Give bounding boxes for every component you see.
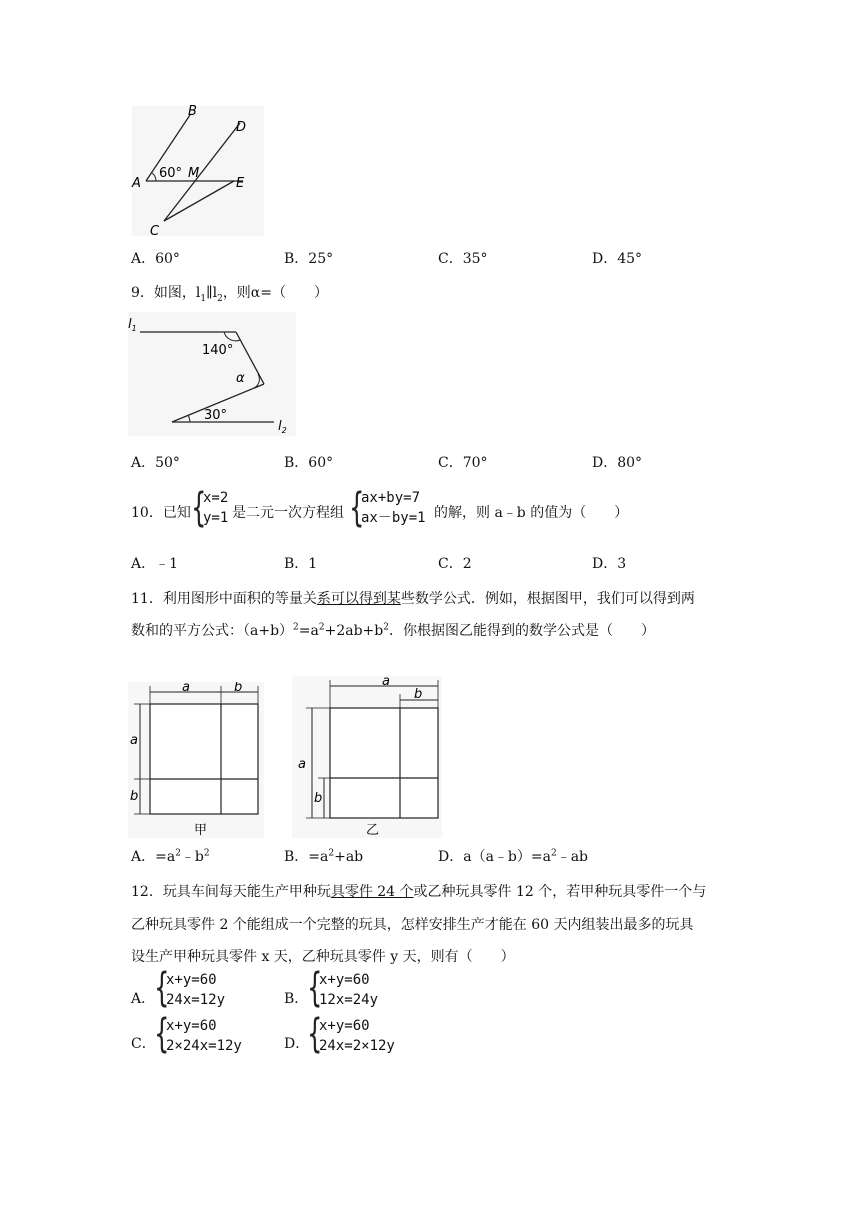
angle-30-label: 30° bbox=[204, 408, 228, 423]
point-a-label: A bbox=[132, 176, 141, 191]
point-m-label: M bbox=[188, 166, 200, 181]
q10-middle: 是二元一次方程组 bbox=[232, 505, 344, 521]
q11-figure-jia bbox=[128, 682, 264, 838]
q12-option-a-brace: { bbox=[154, 965, 170, 1011]
q12-option-c-label[interactable]: C． bbox=[131, 1036, 156, 1052]
line-l1-label: $l_1$ bbox=[128, 317, 137, 333]
q8-option-c[interactable]: C．35° bbox=[438, 251, 488, 267]
q9-option-d[interactable]: D．80° bbox=[592, 455, 643, 471]
q10-prefix: 10．已知 bbox=[131, 505, 191, 521]
q8-option-d[interactable]: D．45° bbox=[592, 251, 643, 267]
point-e-label: E bbox=[236, 176, 245, 191]
q10-option-c[interactable]: C．2 bbox=[438, 556, 472, 572]
jia-top-a-label: a bbox=[182, 682, 190, 695]
q9-option-a[interactable]: A．50° bbox=[131, 455, 180, 471]
point-d-label: D bbox=[236, 120, 247, 135]
q8-figure bbox=[128, 103, 268, 238]
line-l2-label: $l_2$ bbox=[278, 419, 287, 435]
angle-alpha-label: α bbox=[236, 371, 245, 386]
q12-option-b-brace: { bbox=[307, 965, 323, 1011]
yi-left-a-label: a bbox=[298, 757, 306, 772]
q10-brace-1: { bbox=[191, 485, 207, 531]
caption-yi: 乙 bbox=[366, 823, 380, 838]
q12-stem-line2: 乙种玩具零件 2 个能组成一个完整的玩具，怎样安排生产才能在 60 天内组装出最多的玩具 bbox=[131, 917, 694, 933]
q9-option-c[interactable]: C．70° bbox=[438, 455, 488, 471]
q9-parallel-lines-diagram bbox=[128, 312, 296, 436]
yi-top-a-label: a bbox=[382, 676, 390, 689]
q12-option-d-brace: { bbox=[307, 1011, 323, 1057]
q12-stem-line3: 设生产甲种玩具零件 x 天，乙种玩具零件 y 天，则有（ ） bbox=[131, 949, 515, 965]
q11-option-d[interactable]: D．$a(a﹣b)=a^2﹣ab$ bbox=[438, 848, 589, 865]
yi-left-b-label: b bbox=[314, 791, 323, 806]
q11-stem-line2: 数和的平方公式：$(a+b)^2=a^2+2ab+b^2$．你根据图乙能得到的数学公式是（ ） bbox=[131, 622, 655, 639]
q12-option-c-brace: { bbox=[154, 1011, 170, 1057]
q8-option-b[interactable]: B．25° bbox=[284, 251, 334, 267]
q12-stem-line1: 12．玩具车间每天能生产甲种玩具零件 24 个或乙种玩具零件 12 个，若甲种玩具零件一个与 bbox=[131, 884, 707, 900]
q10-option-a[interactable]: A．﹣1 bbox=[131, 556, 179, 572]
angle-140-label: 140° bbox=[202, 343, 234, 358]
square-diagram-jia bbox=[128, 682, 264, 838]
q12-option-c-system[interactable]: x+y=60 2×24x=12y bbox=[166, 1018, 242, 1054]
q12-option-a-label[interactable]: A． bbox=[131, 991, 156, 1007]
q12-option-b-label[interactable]: B． bbox=[284, 991, 309, 1007]
yi-top-b-label: b bbox=[414, 687, 423, 702]
q9-figure bbox=[128, 312, 296, 436]
q11-stem-line1: 11．利用图形中面积的等量关系可以得到某些数学公式．例如，根据图甲，我们可以得到两 bbox=[131, 591, 695, 607]
q11-option-b[interactable]: B．$=a^2+ab$ bbox=[284, 848, 364, 865]
q8-geometry-diagram bbox=[128, 103, 268, 238]
q10-equation-system: ax+by=7 ax－by=1 bbox=[361, 490, 426, 526]
jia-top-b-label: b bbox=[234, 682, 243, 695]
q10-brace-2: { bbox=[349, 485, 365, 531]
q12-option-d-system[interactable]: x+y=60 24x=2×12y bbox=[319, 1018, 395, 1054]
q11-figure-yi bbox=[292, 676, 442, 838]
q10-suffix: 的解，则 a﹣b 的值为（ ） bbox=[434, 505, 629, 521]
q8-option-a[interactable]: A．60° bbox=[131, 251, 180, 267]
angle-60-label: 60° bbox=[159, 166, 183, 181]
q12-option-a-system[interactable]: x+y=60 24x=12y bbox=[166, 972, 226, 1008]
q12-option-b-system[interactable]: x+y=60 12x=24y bbox=[319, 972, 379, 1008]
point-b-label: B bbox=[188, 104, 197, 119]
q9-option-b[interactable]: B．60° bbox=[284, 455, 334, 471]
q11-option-a[interactable]: A．$=a^2﹣b^2$ bbox=[131, 848, 210, 865]
q10-option-b[interactable]: B．1 bbox=[284, 556, 318, 572]
q12-option-d-label[interactable]: D． bbox=[284, 1036, 310, 1052]
point-c-label: C bbox=[150, 224, 160, 238]
jia-left-a-label: a bbox=[130, 733, 138, 748]
square-diagram-yi bbox=[292, 676, 442, 838]
q10-option-d[interactable]: D．3 bbox=[592, 556, 627, 572]
caption-jia: 甲 bbox=[194, 823, 208, 838]
q10-solution-system: x=2 y=1 bbox=[203, 490, 229, 526]
jia-left-b-label: b bbox=[130, 789, 139, 804]
q9-stem: 9．如图，$l_1\parallel l_2$，则α=（ ） bbox=[131, 285, 328, 304]
